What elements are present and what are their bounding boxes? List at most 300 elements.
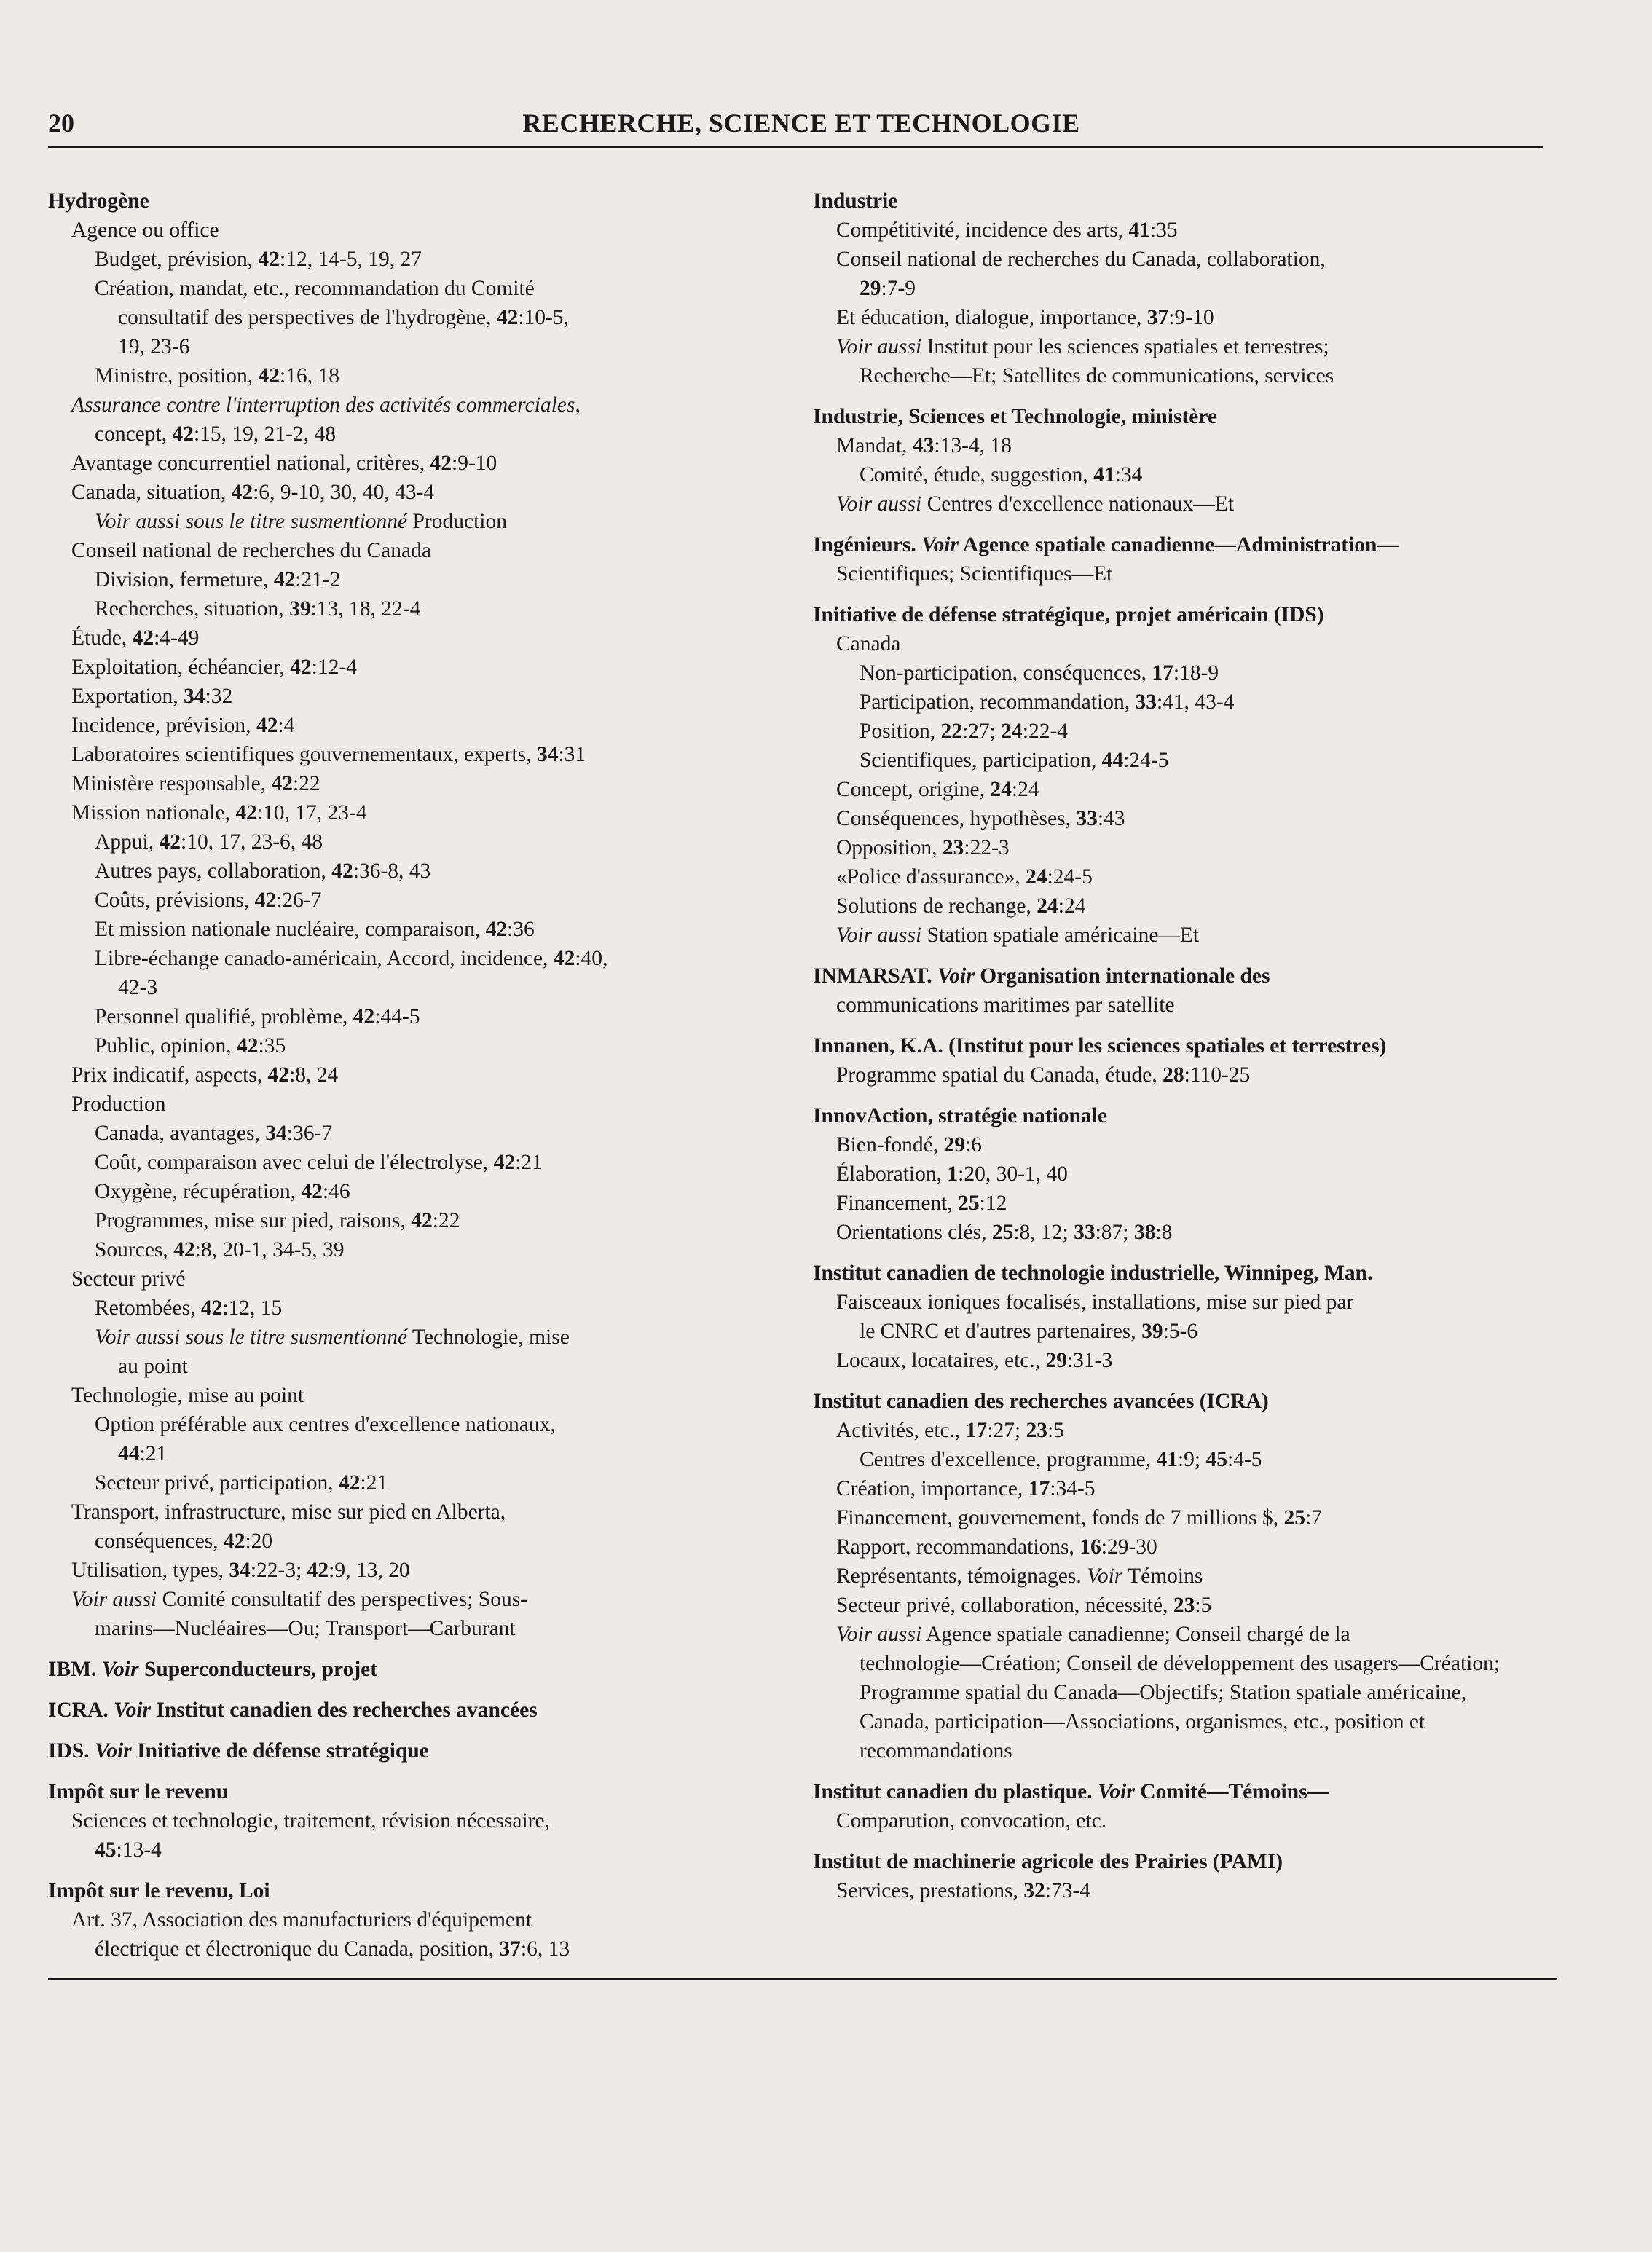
index-locator: 23: [1026, 1419, 1048, 1442]
index-text: Autres pays, collaboration,: [95, 859, 332, 883]
index-subentry: [813, 804, 1541, 833]
index-subentry: [48, 536, 776, 565]
index-subentry: [48, 274, 776, 332]
index-text: Scientifiques, participation,: [860, 749, 1102, 772]
index-text: Superconducteurs, projet: [138, 1658, 378, 1681]
index-text: Mandat,: [836, 434, 913, 457]
index-locator: 42: [493, 1151, 516, 1174]
index-subentry: [48, 1119, 776, 1148]
index-text: Canada, avantages,: [95, 1122, 266, 1145]
index-locator: Institut de machinerie agricole des Prairies (PAMI): [813, 1850, 1283, 1873]
index-text: :12, 15: [222, 1296, 283, 1320]
index-subentry: [813, 688, 1541, 717]
index-text: :27;: [987, 1419, 1026, 1442]
index-heading: [813, 1259, 1541, 1288]
index-text: Canada: [836, 632, 901, 655]
index-subentry: [813, 1130, 1541, 1160]
index-locator: 42: [258, 364, 280, 387]
index-text: Recherche—Et; Satellites de communications, services: [860, 364, 1334, 387]
index-text: «Police d'assurance»,: [836, 865, 1026, 889]
index-text: :8, 24: [289, 1063, 339, 1087]
index-text: :24: [1058, 894, 1086, 918]
index-locator: 42: [485, 918, 508, 941]
index-locator: 38: [1133, 1221, 1156, 1244]
index-text: Initiative de défense stratégique: [131, 1739, 429, 1763]
index-locator: 37: [499, 1937, 521, 1961]
index-text: Programmes, mise sur pied, raisons,: [95, 1209, 412, 1232]
index-subentry: [813, 862, 1541, 891]
index-text: :13, 18, 22-4: [310, 597, 421, 621]
index-subentry: [48, 857, 776, 886]
index-subentry: [813, 1474, 1541, 1503]
index-subentry: [48, 1381, 776, 1410]
index-text: Transport, infrastructure, mise sur pied en Alberta,: [71, 1500, 506, 1524]
index-locator: 17: [1028, 1477, 1050, 1500]
index-cross-reference-label: Voir: [1087, 1564, 1123, 1588]
index-locator: 29: [943, 1133, 965, 1157]
index-heading: [813, 1387, 1541, 1416]
index-text: :34-5: [1050, 1477, 1096, 1500]
index-subentry: [813, 717, 1541, 746]
index-subentry: [813, 1416, 1541, 1445]
index-subentry: [48, 478, 776, 507]
index-text: Option préférable aux centres d'excellence nationaux,: [95, 1413, 556, 1436]
index-text: Et éducation, dialogue, importance,: [836, 306, 1147, 329]
index-text: :18-9: [1173, 661, 1219, 685]
index-text: Laboratoires scientifiques gouvernementaux, experts,: [71, 743, 537, 766]
index-subentry: [813, 1218, 1541, 1247]
index-text: :22: [432, 1209, 460, 1232]
index-cross-reference-label: Voir: [94, 1739, 132, 1763]
index-cross-reference-label: Voir: [937, 964, 975, 988]
index-locator: 23: [942, 836, 964, 859]
index-text: Création, mandat, etc., recommandation du Comité: [95, 277, 535, 300]
index-text: Prix indicatif, aspects,: [71, 1063, 268, 1087]
index-locator: 42: [331, 859, 353, 883]
running-head-title: RECHERCHE, SCIENCE ET TECHNOLOGIE: [522, 109, 1080, 138]
index-text: Orientations clés,: [836, 1221, 992, 1244]
index-text: :32: [205, 685, 233, 708]
index-heading: [48, 1777, 776, 1806]
index-text: [90, 1739, 95, 1763]
index-text: Services, prestations,: [836, 1879, 1024, 1902]
index-subentry: [813, 1620, 1541, 1765]
index-locator: Innanen, K.A.: [813, 1034, 943, 1058]
index-subentry: [813, 629, 1541, 658]
index-subentry: [48, 1905, 776, 1964]
index-text: :110-25: [1184, 1063, 1251, 1087]
index-locator: 34: [229, 1559, 251, 1582]
index-text: :5-6: [1163, 1320, 1198, 1343]
index-locator: 24: [990, 778, 1012, 801]
index-cross-reference-label: Voir aussi sous le titre susmentionné: [95, 1326, 408, 1349]
index-text: :22-4: [1022, 720, 1069, 743]
index-text: Conseil national de recherches du Canada, collaboration,: [836, 248, 1326, 271]
index-text: :6: [964, 1133, 982, 1157]
index-subentry: [48, 1002, 776, 1031]
index-text: Agence spatiale canadienne; Conseil chargé de la: [921, 1623, 1350, 1646]
index-text: Institut canadien des recherches avancées: [151, 1698, 538, 1722]
index-text: :41, 43-4: [1156, 690, 1235, 714]
index-locator: Initiative de défense stratégique, projet américain (IDS): [813, 603, 1324, 626]
index-text: :12: [979, 1192, 1007, 1215]
index-text: Sciences et technologie, traitement, révision nécessaire,: [71, 1809, 550, 1832]
index-locator: 43: [912, 434, 935, 457]
index-locator: 16: [1079, 1535, 1101, 1559]
index-text: Comité consultatif des perspectives; Sous-: [157, 1588, 528, 1611]
index-locator: 17: [965, 1419, 988, 1442]
index-text: :10, 17, 23-6, 48: [181, 830, 323, 854]
index-heading: [813, 1847, 1541, 1876]
index-subentry: [48, 507, 776, 536]
index-subentry: [813, 216, 1541, 245]
index-locator: 41: [1128, 218, 1150, 242]
index-locator: 42: [267, 1063, 290, 1087]
index-locator: 24: [1037, 894, 1058, 918]
index-locator: 42: [237, 1034, 259, 1058]
index-text: :22-3;: [250, 1559, 307, 1582]
index-subentry: [813, 431, 1541, 460]
index-heading: [48, 1736, 776, 1765]
index-locator: 22: [940, 720, 962, 743]
index-text: Organisation internationale des: [974, 964, 1270, 988]
footer-rule: [48, 1978, 1557, 1980]
index-locator: 42: [353, 1005, 375, 1028]
index-text: Position,: [860, 720, 941, 743]
index-heading: [813, 530, 1541, 588]
index-text: Faisceaux ioniques focalisés, installations, mise sur pied par: [836, 1291, 1354, 1314]
index-text: Activités, etc.,: [836, 1419, 966, 1442]
index-subentry: [48, 653, 776, 682]
index-locator: 42: [172, 422, 194, 446]
index-subentry: [813, 1288, 1541, 1346]
index-subentry: [48, 1410, 776, 1468]
index-text: Incidence, prévision,: [71, 714, 256, 737]
index-subentry: [48, 1294, 776, 1323]
index-text: :44-5: [374, 1005, 420, 1028]
index-text: consultatif des perspectives de l'hydrogène,: [118, 306, 497, 329]
index-locator: 17: [1152, 661, 1173, 685]
index-subentry: [813, 460, 1541, 489]
index-subentry: [813, 658, 1541, 688]
index-text: :24-5: [1123, 749, 1169, 772]
index-text: Conseil national de recherches du Canada: [71, 539, 431, 562]
index-heading: [48, 1655, 776, 1684]
index-text: Rapport, recommandations,: [836, 1535, 1080, 1559]
index-heading: [813, 961, 1541, 1020]
index-text: :16, 18: [280, 364, 339, 387]
index-text: :46: [322, 1180, 350, 1203]
index-subentry: [48, 623, 776, 653]
index-locator: 45: [95, 1838, 117, 1862]
index-text: :40,: [575, 947, 608, 970]
index-locator: 25: [958, 1192, 980, 1215]
index-subentry: [813, 1189, 1541, 1218]
index-text: Comité, étude, suggestion,: [860, 463, 1094, 487]
index-locator: 42: [271, 772, 293, 795]
index-subentry: [813, 1503, 1541, 1532]
index-subentry: [48, 332, 776, 361]
index-locator: 42: [553, 947, 575, 970]
index-text: technologie—Création; Conseil de développement des usagers—Création; Programme spatial du Canada—Objectifs; Station spatiale américaine, Canada, participation—Associations, organismes, etc., position et recommandations: [860, 1652, 1500, 1763]
index-locator: 29: [1045, 1349, 1067, 1372]
index-text: :36: [507, 918, 535, 941]
index-text: Représentants, témoignages.: [836, 1564, 1087, 1588]
index-text: :6, 9-10, 30, 40, 43-4: [253, 481, 435, 504]
index-subentry: [813, 489, 1541, 519]
index-subentry: [813, 833, 1541, 862]
index-locator: 39: [289, 597, 311, 621]
index-text: :13-4, 18: [934, 434, 1012, 457]
index-text: [1093, 1780, 1098, 1803]
index-heading: [48, 186, 776, 216]
index-text: :6, 13: [520, 1937, 570, 1961]
index-cross-reference-label: Voir aussi: [836, 335, 922, 358]
index-locator: 42: [339, 1471, 361, 1495]
index-locator: Impôt sur le revenu, Loi: [48, 1879, 270, 1902]
index-subentry: [48, 798, 776, 827]
index-locator: 42: [496, 306, 519, 329]
index-locator: 39: [1141, 1320, 1163, 1343]
index-subentry: [48, 1585, 776, 1643]
index-subentry: [813, 1346, 1541, 1375]
index-subentry: [48, 1090, 776, 1119]
index-text: Opposition,: [836, 836, 943, 859]
index-subentry: [48, 1148, 776, 1177]
header-rule: [48, 146, 1543, 148]
index-locator: 34: [536, 743, 559, 766]
index-text: Étude,: [71, 626, 133, 650]
index-locator: INMARSAT.: [813, 964, 932, 988]
index-text: :9-10: [1168, 306, 1214, 329]
index-locator: IBM.: [48, 1658, 97, 1681]
index-locator: 42: [223, 1529, 245, 1553]
index-subentry: [813, 303, 1541, 332]
index-text: Locaux, locataires, etc.,: [836, 1349, 1046, 1372]
index-text: conséquences,: [95, 1529, 224, 1553]
index-text: Canada, situation,: [71, 481, 232, 504]
index-locator: 34: [265, 1122, 287, 1145]
index-locator: 45: [1205, 1448, 1228, 1471]
index-text: :29-30: [1101, 1535, 1157, 1559]
index-cross-reference-label: Voir: [1098, 1780, 1135, 1803]
index-text: :5: [1195, 1594, 1212, 1617]
index-subentry: [813, 245, 1541, 303]
index-subentry: [48, 1556, 776, 1585]
index-locator: 25: [1283, 1506, 1305, 1529]
index-subentry: [48, 216, 776, 245]
index-locator: 28: [1163, 1063, 1184, 1087]
index-text: Coûts, prévisions,: [95, 889, 255, 912]
index-locator: Ingénieurs.: [813, 533, 916, 556]
index-text: :9, 13, 20: [329, 1559, 410, 1582]
index-text: :10-5,: [518, 306, 569, 329]
index-text: Secteur privé, collaboration, nécessité,: [836, 1594, 1173, 1617]
index-heading: [813, 600, 1541, 629]
index-subentry: [48, 827, 776, 857]
index-text: Coût, comparaison avec celui de l'électrolyse,: [95, 1151, 494, 1174]
index-text: :21: [139, 1442, 168, 1465]
index-locator: 44: [118, 1442, 140, 1465]
index-subentry: [813, 746, 1541, 775]
index-text: Comité—Témoins—: [1134, 1780, 1329, 1803]
index-subentry: [813, 1445, 1541, 1474]
index-subentry: [48, 1031, 776, 1060]
index-text: au point: [118, 1355, 188, 1378]
index-locator: 32: [1023, 1879, 1045, 1902]
index-text: Financement, gouvernement, fonds de 7 millions $,: [836, 1506, 1284, 1529]
index-cross-reference-label: Voir aussi: [836, 924, 922, 947]
index-text: Art. 37, Association des manufacturiers d'équipement: [71, 1908, 532, 1932]
index-text: :10, 17, 23-4: [256, 801, 367, 824]
index-text: :13-4: [116, 1838, 162, 1862]
index-text: :24-5: [1047, 865, 1093, 889]
index-subentry: [813, 1532, 1541, 1562]
index-locator: 23: [1173, 1594, 1195, 1617]
index-locator: 42: [301, 1180, 323, 1203]
index-subentry: [48, 1264, 776, 1294]
index-subentry: [48, 1497, 776, 1556]
index-locator: 42: [200, 1296, 223, 1320]
index-subentry: [813, 891, 1541, 921]
index-text: Non-participation, conséquences,: [860, 661, 1152, 685]
index-text: :4: [278, 714, 295, 737]
index-locator: IDS.: [48, 1739, 90, 1763]
index-heading: [813, 1101, 1541, 1130]
index-subentry: [48, 361, 776, 390]
index-text: :12-4: [311, 655, 358, 679]
index-text: :21: [515, 1151, 543, 1174]
index-text: Station spatiale américaine—Et: [921, 924, 1200, 947]
index-locator: ICRA.: [48, 1698, 109, 1722]
index-locator: 42: [290, 655, 312, 679]
index-heading: [813, 402, 1541, 431]
index-text: 42-3: [118, 976, 158, 999]
index-text: Compétitivité, incidence des arts,: [836, 218, 1129, 242]
index-text: Participation, recommandation,: [860, 690, 1136, 714]
index-text: Oxygène, récupération,: [95, 1180, 302, 1203]
index-text: :43: [1097, 807, 1125, 830]
index-subentry: [48, 740, 776, 769]
index-text: Centres d'excellence, programme,: [860, 1448, 1157, 1471]
index-locator: Institut canadien des recherches avancées (ICRA): [813, 1390, 1269, 1413]
index-column-left: [48, 186, 776, 1964]
index-text: :8, 20-1, 34-5, 39: [194, 1238, 345, 1261]
index-text: :4-49: [154, 626, 200, 650]
index-text: Élaboration,: [836, 1162, 948, 1186]
index-text: :27;: [961, 720, 1002, 743]
index-locator: Industrie: [813, 189, 898, 213]
index-locator: 42: [273, 568, 296, 591]
index-text: Exportation,: [71, 685, 184, 708]
index-cross-reference-label: Assurance contre l'interruption des activités commerciales,: [71, 393, 581, 417]
index-heading: [48, 1696, 776, 1725]
index-text: Recherches, situation,: [95, 597, 290, 621]
index-locator: 42: [173, 1238, 195, 1261]
index-heading: [813, 1031, 1541, 1090]
index-text: Témoins: [1122, 1564, 1203, 1588]
index-text: :24: [1011, 778, 1039, 801]
index-text: Exploitation, échéancier,: [71, 655, 291, 679]
index-text: Mission nationale,: [71, 801, 236, 824]
index-locator: Hydrogène: [48, 189, 149, 213]
index-subentry: [48, 245, 776, 274]
index-subentry: [813, 1562, 1541, 1591]
index-subentry: [813, 332, 1541, 390]
index-text: Conséquences, hypothèses,: [836, 807, 1077, 830]
index-locator: 33: [1074, 1221, 1096, 1244]
index-text: Secteur privé, participation,: [95, 1471, 339, 1495]
index-locator: 1: [947, 1162, 959, 1186]
index-text: [96, 1658, 101, 1681]
index-locator: 42: [430, 452, 452, 475]
index-locator: 37: [1146, 306, 1169, 329]
index-text: Sources,: [95, 1238, 174, 1261]
index-text: :9;: [1177, 1448, 1206, 1471]
index-text: Ministère responsable,: [71, 772, 272, 795]
index-subentry: [813, 1591, 1541, 1620]
index-subentry: [48, 390, 776, 449]
index-subentry: [48, 1806, 776, 1865]
index-text: 19, 23-6: [118, 335, 190, 358]
index-text: :7-9: [881, 277, 916, 300]
index-locator: 42: [132, 626, 154, 650]
index-subentry: [48, 682, 776, 711]
index-text: :87;: [1095, 1221, 1134, 1244]
index-locator: 29: [860, 277, 881, 300]
index-locator: 42: [307, 1559, 329, 1582]
index-cross-reference-label: Voir aussi: [71, 1588, 157, 1611]
index-locator: 42: [411, 1209, 433, 1232]
index-text: :20: [245, 1529, 273, 1553]
index-text: :8: [1155, 1221, 1173, 1244]
index-subentry: [813, 1160, 1541, 1189]
index-heading: [813, 1777, 1541, 1835]
index-locator: 25: [991, 1221, 1014, 1244]
index-text: Personnel qualifié, problème,: [95, 1005, 353, 1028]
index-text: :9-10: [452, 452, 497, 475]
index-subentry: [48, 565, 776, 594]
index-text: :8, 12;: [1013, 1221, 1074, 1244]
index-text: Programme spatial du Canada, étude,: [836, 1063, 1163, 1087]
index-text: Libre-échange canado-américain, Accord, incidence,: [95, 947, 554, 970]
index-locator: 24: [1001, 720, 1023, 743]
index-text: Comparution, convocation, etc.: [836, 1809, 1107, 1832]
index-locator: Industrie, Sciences et Technologie, ministère: [813, 405, 1218, 428]
index-text: électrique et électronique du Canada, position,: [95, 1937, 500, 1961]
index-cross-reference-label: Voir: [921, 533, 959, 556]
index-locator: Impôt sur le revenu: [48, 1780, 229, 1803]
page-number: 20: [48, 109, 74, 138]
index-locator: 42: [231, 481, 253, 504]
index-heading: [813, 186, 1541, 216]
index-locator: Institut canadien du plastique.: [813, 1780, 1093, 1803]
index-column-right: [813, 186, 1541, 1905]
index-text: Ministre, position,: [95, 364, 259, 387]
index-text: :35: [1149, 218, 1178, 242]
index-text: Agence spatiale canadienne—Administration—: [959, 533, 1399, 556]
index-text: Secteur privé: [71, 1267, 186, 1291]
index-text: Financement,: [836, 1192, 959, 1215]
index-locator: InnovAction, stratégie nationale: [813, 1104, 1107, 1127]
index-text: communications maritimes par satellite: [836, 993, 1175, 1017]
index-text: marins—Nucléaires—Ou; Transport—Carburant: [95, 1617, 516, 1640]
index-text: :5: [1047, 1419, 1064, 1442]
index-cross-reference-label: Voir: [101, 1658, 139, 1681]
index-text: Bien-fondé,: [836, 1133, 944, 1157]
index-heading: [48, 1876, 776, 1905]
index-locator: 42: [159, 830, 181, 854]
